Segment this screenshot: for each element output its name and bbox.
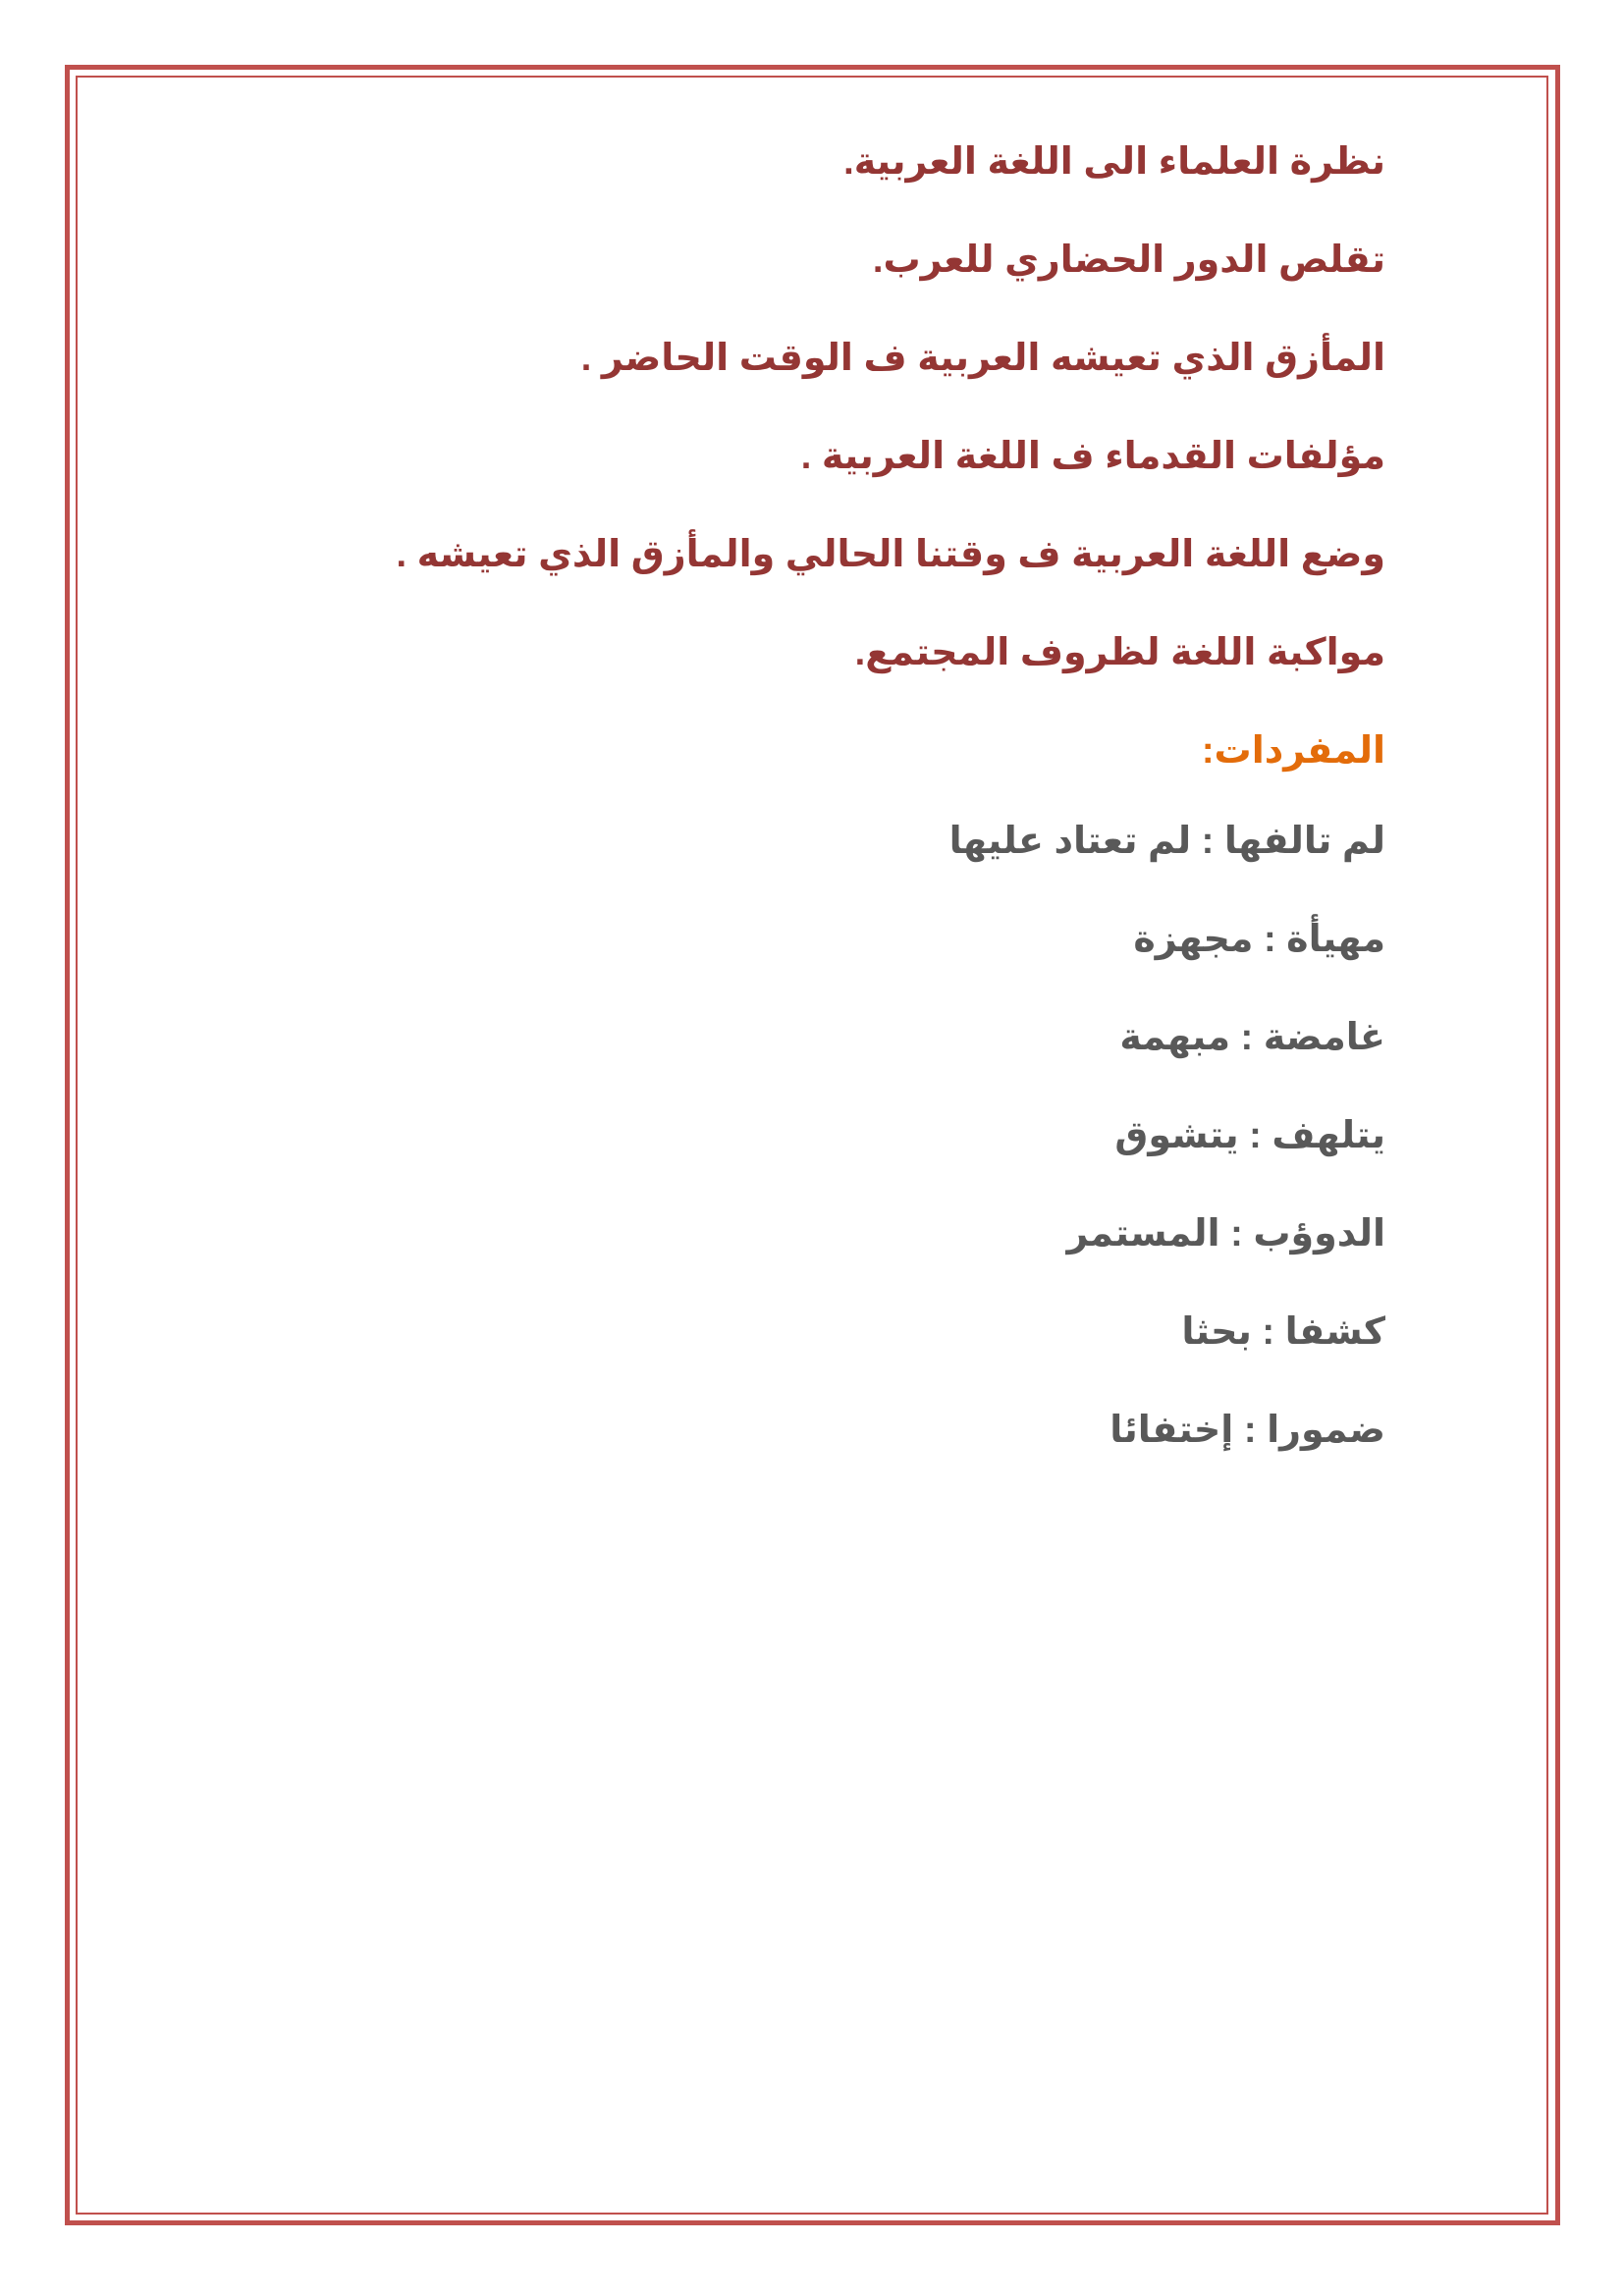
- vocab-item: ضمورا : إختفائا: [1110, 1410, 1385, 1451]
- vocab-item: لم تالفها : لم تعتاد عليها: [948, 821, 1385, 862]
- point-line: مواكبة اللغة لظروف المجتمع.: [854, 632, 1385, 673]
- document-content: [256, 123, 1385, 1489]
- vocab-item: الدوؤب : المستمر: [1066, 1213, 1385, 1255]
- vocab-item: مهيأة : مجهزة: [1133, 919, 1385, 960]
- vocab-item: غامضة : مبهمة: [1119, 1017, 1385, 1058]
- vocab-item: يتلهف : يتشوق: [1114, 1115, 1385, 1156]
- point-line: تقلص الدور الحضاري للعرب.: [872, 240, 1385, 281]
- point-line: وضع اللغة العربية ف وقتنا الحالي والمأزق الذي تعيشه .: [396, 534, 1385, 575]
- vocab-heading: المفردات:: [1201, 730, 1385, 772]
- point-line: مؤلفات القدماء ف اللغة العربية .: [800, 436, 1385, 477]
- vocab-item: كشفا : بحثا: [1181, 1311, 1385, 1353]
- point-line: المأزق الذي تعيشه العربية ف الوقت الحاضر .: [580, 338, 1385, 379]
- point-line: نظرة العلماء الى اللغة العربية.: [843, 141, 1385, 183]
